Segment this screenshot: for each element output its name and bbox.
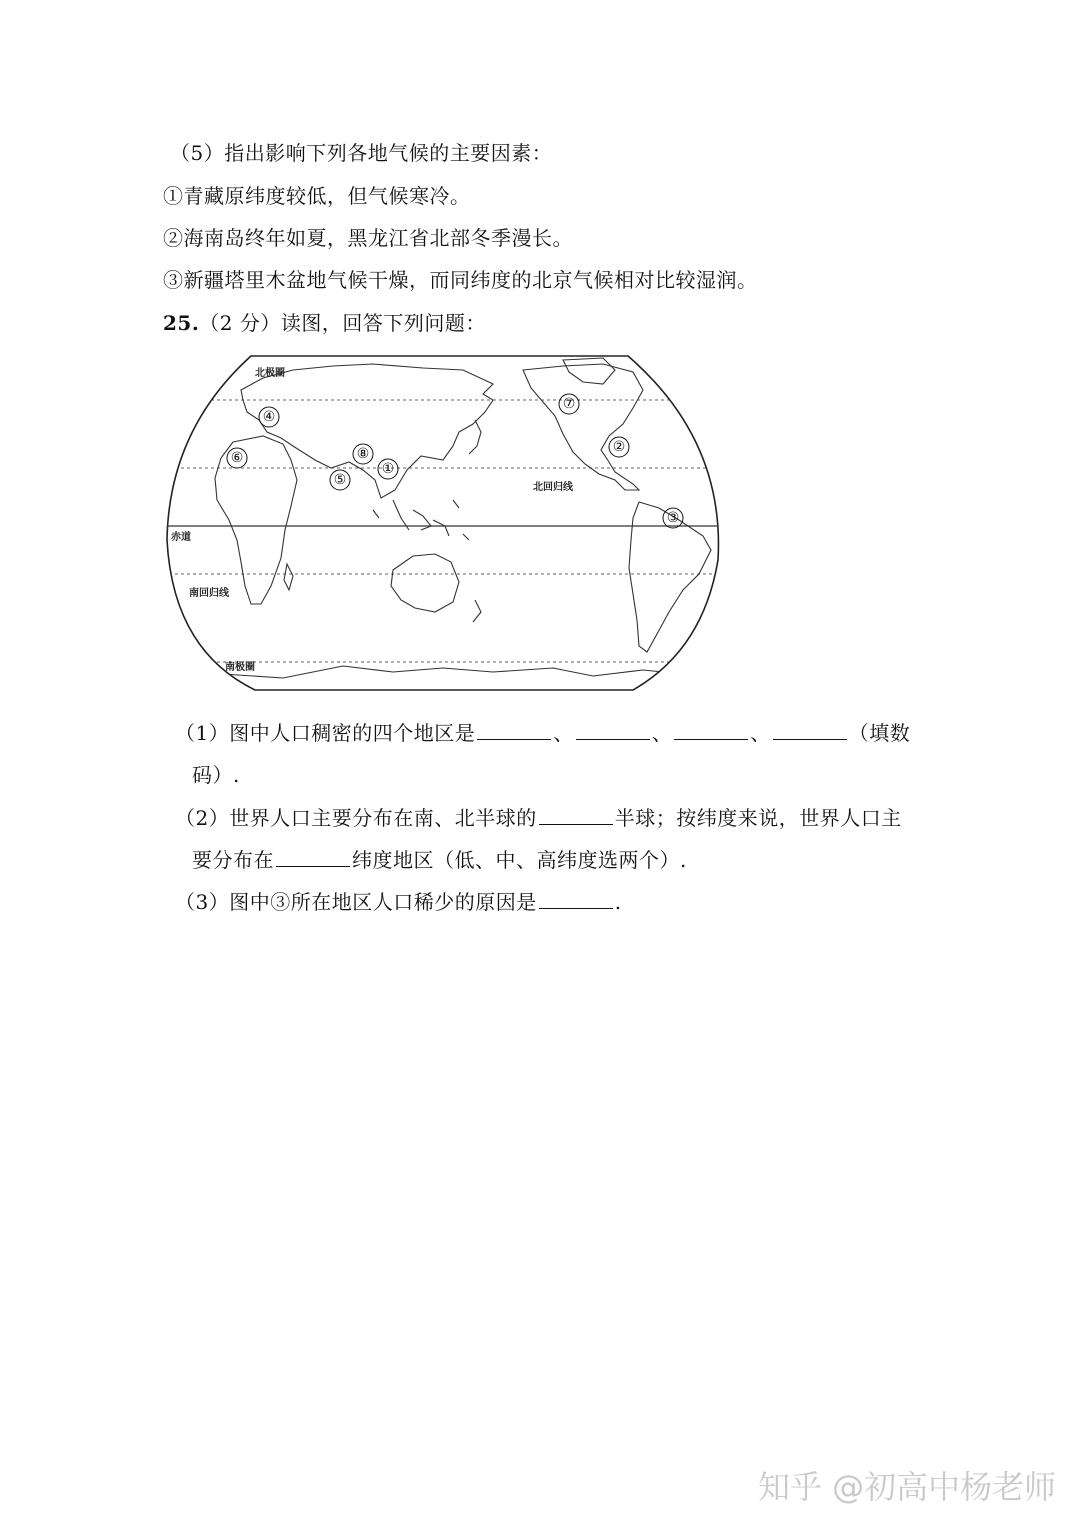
marker-3: ③ <box>666 510 680 526</box>
label-tropic-cancer: 北回归线 <box>533 482 573 493</box>
marker-7: ⑦ <box>562 396 576 412</box>
label-antarctic-circle: 南极圈 <box>225 662 255 673</box>
answer-blank[interactable] <box>276 848 350 867</box>
q24-item-2: ②海南岛终年如夏，黑龙江省北部冬季漫长。 <box>163 226 573 250</box>
q24-item-1: ①青藏原纬度较低，但气候寒冷。 <box>163 184 471 208</box>
map-frame <box>167 356 718 690</box>
question-header: （2 分）读图，回答下列问题： <box>199 311 486 335</box>
label-tropic-capricorn: 南回归线 <box>189 588 229 599</box>
answer-blank[interactable] <box>576 721 650 740</box>
answer-blank[interactable] <box>539 806 613 825</box>
answer-blank[interactable] <box>773 721 847 740</box>
q25-sub1-line2: 码）. <box>192 763 240 787</box>
marker-4: ④ <box>262 409 276 425</box>
q25-header <box>163 310 486 336</box>
q25-sub2-line2: 要分布在 纬度地区（低、中、高纬度选两个）. <box>192 848 687 872</box>
label-equator: 赤道 <box>171 532 191 543</box>
q24-item-3: ③新疆塔里木盆地气候干燥，而同纬度的北京气候相对比较湿润。 <box>163 268 758 292</box>
q24-part5-prompt: （5）指出影响下列各地气候的主要因素： <box>170 141 553 165</box>
watermark: 知乎 @初高中杨老师 <box>758 1468 1057 1506</box>
q25-sub3: （3）图中③所在地区人口稀少的原因是 . <box>175 890 622 914</box>
marker-2: ② <box>612 439 626 455</box>
q25-sub1-line1: （1）图中人口稠密的四个地区是 、 、 、 （填数 <box>175 721 911 745</box>
marker-1: ① <box>381 461 395 477</box>
answer-blank[interactable] <box>674 721 748 740</box>
answer-blank[interactable] <box>477 721 551 740</box>
label-arctic-circle: 北极圈 <box>255 368 285 379</box>
world-map <box>163 350 725 696</box>
marker-8: ⑧ <box>356 446 370 462</box>
answer-blank[interactable] <box>539 890 613 909</box>
q25-sub2-line1: （2）世界人口主要分布在南、北半球的 半球；按纬度来说，世界人口主 <box>175 806 902 830</box>
question-number: 25. <box>163 311 200 335</box>
marker-6: ⑥ <box>230 450 244 466</box>
marker-5: ⑤ <box>333 472 347 488</box>
